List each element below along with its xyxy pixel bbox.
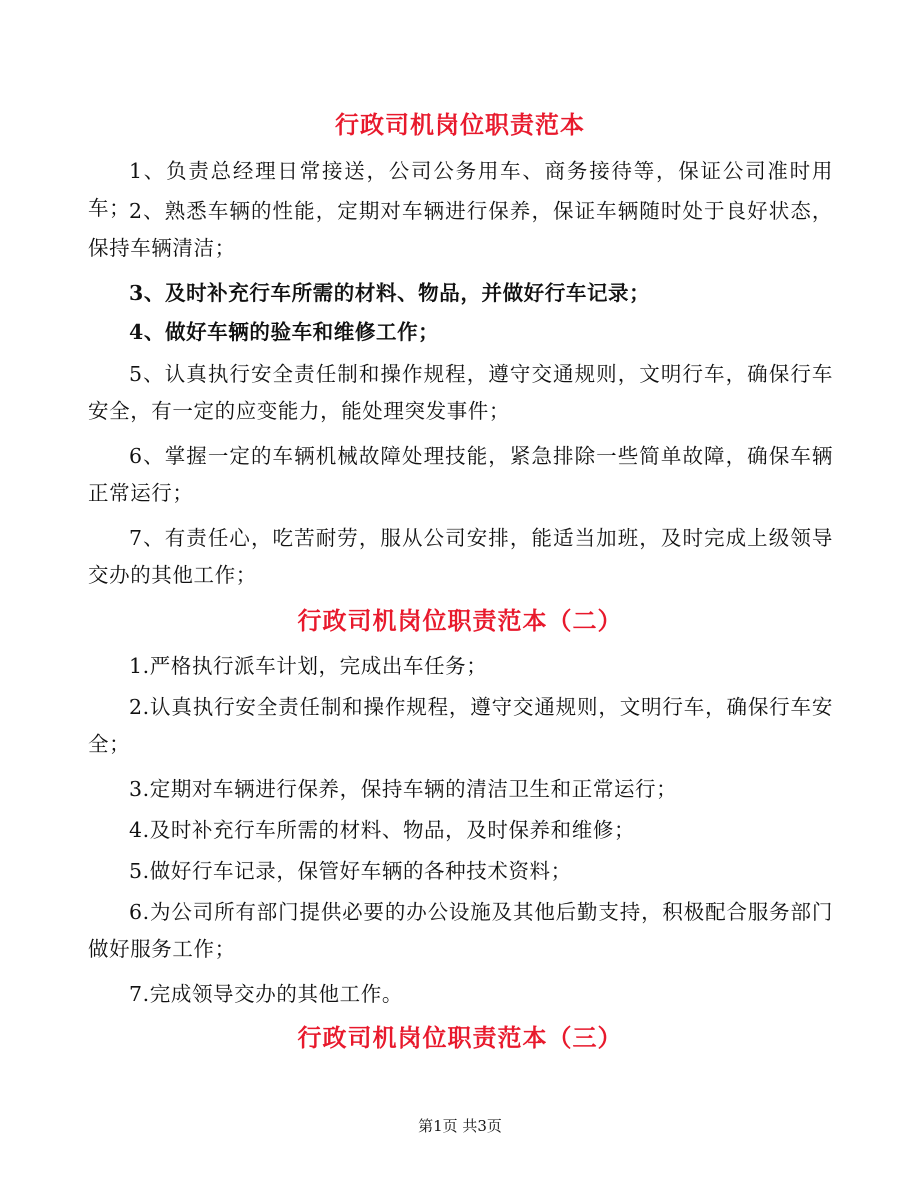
section-2-item-3: 3.定期对车辆进行保养，保持车辆的清洁卫生和正常运行； xyxy=(129,777,678,801)
section-1-item-6: 6、掌握一定的车辆机械故障处理技能，紧急排除一些简单故障，确保车辆正常运行； xyxy=(88,444,833,505)
section-1-item-1: 1、负责总经理日常接送，公司公务用车、商务接待等，保证公司准时用车； xyxy=(88,159,833,220)
section-3-title: 行政司机岗位职责范本（三） xyxy=(297,1023,623,1052)
section-2-item-7: 7.完成领导交办的其他工作。 xyxy=(129,982,403,1006)
section-2-item-2: 2.认真执行安全责任制和操作规程，遵守交通规则，文明行车，确保行车安全； xyxy=(88,695,833,756)
section-2-item-1: 1.严格执行派车计划，完成出车任务； xyxy=(129,654,488,678)
section-2-item-4: 4.及时补充行车所需的材料、物品，及时保养和维修； xyxy=(129,818,636,842)
section-1-item-7: 7、有责任心，吃苦耐劳，服从公司安排，能适当加班，及时完成上级领导交办的其他工作； xyxy=(88,526,833,587)
section-2-item-6: 6.为公司所有部门提供必要的办公设施及其他后勤支持，积极配合服务部门做好服务工作； xyxy=(88,900,833,961)
section-1-item-5: 5、认真执行安全责任制和操作规程，遵守交通规则，文明行车，确保行车安全，有一定的应变能力，能处理突发事件； xyxy=(88,362,833,423)
section-2-item-5: 5.做好行车记录，保管好车辆的各种技术资料； xyxy=(129,859,572,883)
section-2-title: 行政司机岗位职责范本（二） xyxy=(297,606,623,635)
section-1-title: 行政司机岗位职责范本 xyxy=(335,110,585,139)
section-1-item-3: 3、及时补充行车所需的材料、物品，并做好行车记录； xyxy=(129,281,651,305)
page-number-footer: 第1页 共3页 xyxy=(418,1117,502,1135)
section-1-item-2: 2、熟悉车辆的性能，定期对车辆进行保养，保证车辆随时处于良好状态，保持车辆清洁； xyxy=(88,199,833,260)
section-1-item-4: 4、做好车辆的验车和维修工作； xyxy=(129,320,440,344)
